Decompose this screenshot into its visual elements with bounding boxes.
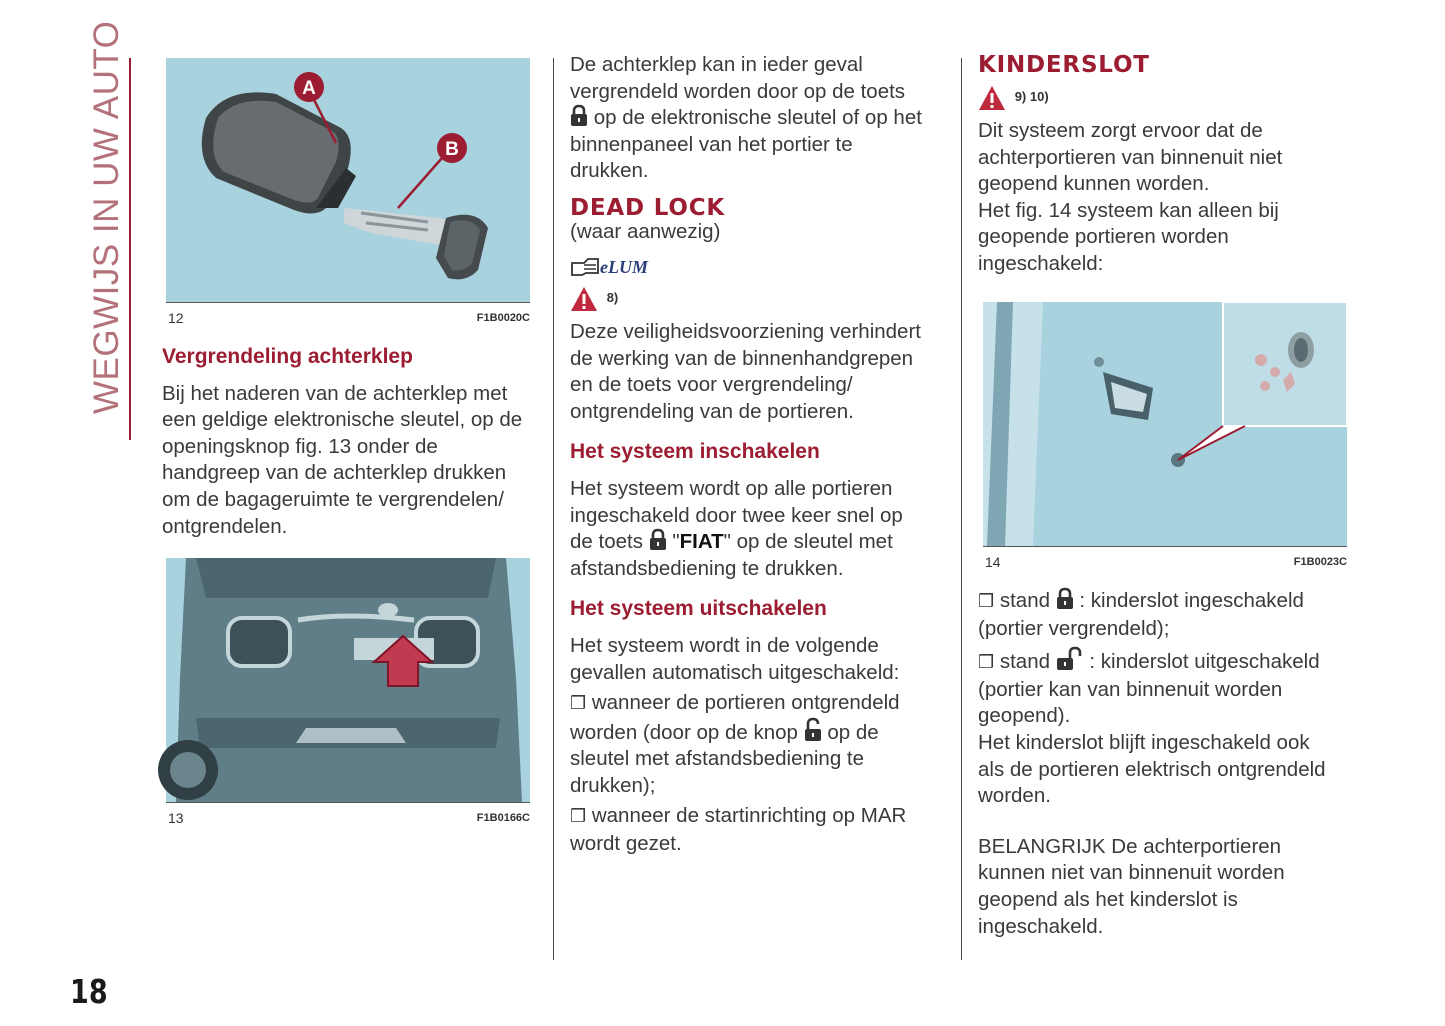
text-line: de werking van de binnenhandgrepen	[570, 346, 914, 370]
figure-number: 12	[168, 310, 184, 326]
padlock-open-icon	[1056, 647, 1084, 671]
text-line: geopend als het kinderslot is	[978, 887, 1238, 911]
warning-icon	[570, 286, 598, 312]
text-fragment: stand	[999, 589, 1050, 612]
padlock-closed-icon	[649, 529, 667, 551]
text-fragment: "	[672, 530, 680, 554]
warning-reference: 9) 10)	[1014, 89, 1049, 105]
text-line: Deze veiligheidsvoorziening verhindert	[570, 319, 921, 343]
column-3-text	[978, 52, 1358, 278]
side-rule	[129, 58, 131, 440]
text-line: drukken.	[570, 159, 649, 183]
figure-12-image	[166, 58, 530, 303]
elum-badge	[570, 251, 950, 281]
text-line: om de bagageruimte te vergrendelen/	[162, 487, 504, 511]
text-line: achterportieren van binnenuit niet	[978, 145, 1283, 169]
text-line: ingeschakeld.	[978, 914, 1104, 938]
warning-row	[978, 84, 1358, 114]
elum-label: eLUM	[600, 256, 648, 277]
column-3-text-lower	[978, 588, 1358, 940]
warning-icon	[978, 85, 1006, 111]
text-line	[570, 529, 950, 556]
pointing-hand-icon	[570, 251, 648, 279]
heading-systeem-inschakelen: Het systeem inschakelen	[570, 440, 820, 464]
text-line: Het systeem wordt op alle portieren	[570, 476, 893, 500]
text-line: geopend).	[978, 704, 1071, 728]
bullet-icon: ❒	[570, 806, 587, 828]
warning-row	[570, 285, 950, 315]
setting-unlocked	[978, 647, 1358, 677]
section-side-title-text: WEGWIJS IN UW AUTO	[87, 20, 126, 414]
figure-code: F1B0023C	[1293, 556, 1347, 568]
figure-12	[166, 58, 530, 328]
figure-14-image	[983, 302, 1347, 547]
heading-systeem-uitschakelen: Het systeem uitschakelen	[570, 597, 827, 621]
text-line: wordt gezet.	[570, 832, 682, 856]
car-rear-illustration	[166, 558, 530, 802]
text-line: en de toets voor vergrendeling/	[570, 373, 853, 397]
text-line: worden.	[978, 784, 1051, 808]
text-line: Het systeem wordt in de volgende	[570, 633, 879, 657]
dead-lock-subtitle: (waar aanwezig)	[570, 219, 721, 243]
padlock-closed-icon	[570, 105, 588, 127]
column-divider	[553, 58, 554, 960]
text-line: ingeschakeld door twee keer snel op	[570, 503, 903, 527]
key-fob-illustration	[166, 58, 530, 302]
column-1-text	[162, 344, 542, 540]
text-fragment: worden (door op de knop	[570, 720, 798, 744]
section-side-title	[86, 20, 128, 414]
text-line: geopend kunnen worden.	[978, 172, 1210, 196]
bullet-item	[570, 803, 950, 831]
fiat-label: FIAT	[679, 530, 724, 554]
text-line: gevallen automatisch uitgeschakeld:	[570, 660, 900, 684]
text-fragment: " op de sleutel met	[723, 530, 893, 554]
heading-vergrendeling-achterklep: Vergrendeling achterklep	[162, 345, 413, 368]
figure-code: F1B0166C	[476, 812, 530, 824]
text-fragment: : kinderslot uitgeschakeld	[1089, 650, 1320, 674]
text-line	[570, 718, 950, 747]
text-line: geopende portieren worden	[978, 225, 1229, 249]
page-number: 18	[70, 972, 108, 1011]
text-line: De achterklep kan in ieder geval	[570, 53, 863, 76]
callout-a: A	[302, 78, 316, 99]
text-line: drukken);	[570, 773, 656, 797]
heading-dead-lock: DEAD LOCK	[570, 194, 725, 221]
warning-reference: 8)	[606, 290, 619, 306]
figure-code: F1B0020C	[476, 312, 530, 324]
text-fragment: de toets	[570, 530, 643, 554]
padlock-closed-icon	[1056, 588, 1074, 610]
text-line: Dit systeem zorgt ervoor dat de	[978, 119, 1263, 142]
bullet-icon: ❒	[978, 652, 995, 674]
text-line: openingsknop fig. 13 onder de	[162, 434, 438, 458]
padlock-open-icon	[804, 718, 822, 742]
figure-number: 13	[168, 810, 184, 826]
bullet-icon: ❒	[570, 693, 587, 715]
figure-13-image	[166, 558, 530, 803]
text-line: (portier kan van binnenuit worden	[978, 677, 1283, 701]
text-line	[570, 105, 950, 132]
text-fragment: wanneer de portieren ontgrendeld	[591, 691, 900, 715]
bullet-icon: ❒	[978, 591, 995, 612]
child-lock-illustration	[983, 302, 1347, 546]
text-fragment: op de elektronische sleutel of op het	[593, 106, 922, 130]
heading-kinderslot: KINDERSLOT	[978, 52, 1150, 78]
text-line: kunnen niet van binnenuit worden	[978, 861, 1285, 885]
text-line: ontgrendelen.	[162, 514, 288, 538]
text-fragment: op de	[827, 720, 879, 744]
text-line: BELANGRIJK De achterportieren	[978, 834, 1282, 858]
text-line: ingeschakeld:	[978, 251, 1104, 275]
text-line: sleutel met afstandsbediening te	[570, 747, 865, 771]
text-line: binnenpaneel van het portier te	[570, 132, 853, 156]
text-line: een geldige elektronische sleutel, op de	[162, 408, 523, 432]
text-line: (portier vergrendeld);	[978, 616, 1170, 640]
text-line: ontgrendeling van de portieren.	[570, 399, 854, 423]
text-fragment: wanneer de startinrichting op MAR	[591, 804, 907, 828]
text-fragment: : kinderslot ingeschakeld	[1079, 589, 1304, 612]
callout-b: B	[445, 139, 459, 160]
figure-14	[983, 302, 1347, 572]
text-line: Het kinderslot blijft ingeschakeld ook	[978, 730, 1310, 754]
column-divider	[961, 58, 962, 960]
setting-locked	[978, 588, 1358, 616]
text-line: Bij het naderen van de achterklep met	[162, 381, 508, 405]
text-fragment: stand	[999, 650, 1050, 674]
text-line: als de portieren elektrisch ontgrendeld	[978, 757, 1326, 781]
figure-13	[166, 558, 530, 828]
column-2-text	[570, 52, 950, 858]
figure-number: 14	[985, 554, 1001, 570]
text-line: handgreep van de achterklep drukken	[162, 461, 507, 485]
text-line: vergrendeld worden door op de toets	[570, 79, 906, 103]
text-line: afstandsbediening te drukken.	[570, 556, 844, 580]
text-line: Het fig. 14 systeem kan alleen bij	[978, 198, 1279, 222]
bullet-item	[570, 690, 950, 718]
